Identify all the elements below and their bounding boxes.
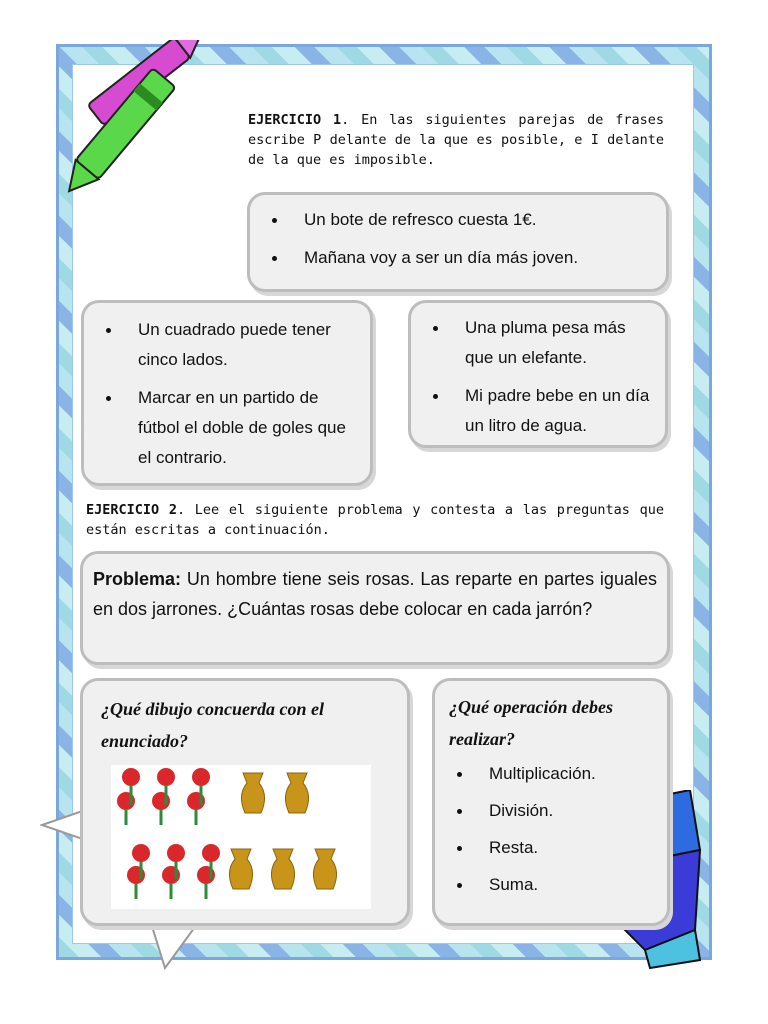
list-item: Mañana voy a ser un día más joven. (264, 243, 652, 273)
exercise2-text: Lee el siguiente problema y contesta a las preguntas que están escritas a continuación. (86, 502, 664, 538)
exercise1-label: EJERCICIO 1 (248, 112, 342, 128)
problem-box (80, 551, 670, 665)
list-item: Suma. (449, 870, 653, 900)
drawing-question: ¿Qué dibujo concuerda con el enunciado? (101, 699, 324, 751)
exercise1-text: En las siguientes parejas de frases escribe P delante de la que es posible, e I delante de la que es imposible. (248, 112, 664, 168)
crayons-icon (40, 40, 230, 210)
problem-label: Problema: (93, 569, 182, 589)
exercise2-label: EJERCICIO 2 (86, 502, 177, 518)
list-item: Marcar en un partido de fútbol el doble de goles que el contrario. (98, 383, 356, 473)
list-item: Un bote de refresco cuesta 1€. (264, 205, 652, 235)
problem-text: Un hombre tiene seis rosas. Las reparte en partes iguales en dos jarrones. ¿Cuántas rosas debe colocar en cada jarrón? (93, 569, 657, 619)
list-item: Una pluma pesa más que un elefante. (425, 313, 651, 373)
list-item: Multiplicación. (449, 759, 653, 789)
exercise2-instructions: EJERCICIO 2. Lee el siguiente problema y contesta a las preguntas que están escritas a continuación. (86, 502, 664, 538)
statements-box-1 (247, 192, 669, 292)
drawing-question-box (80, 678, 410, 926)
list-item: Mi padre bebe en un día un litro de agua. (425, 381, 651, 441)
bubble-tail-bottom-icon (145, 920, 205, 970)
exercise1-instructions: EJERCICIO 1. En las siguientes parejas de frases escribe P delante de la que es posible, e I delante de la que es imposible. (248, 112, 664, 168)
statements-box-3 (408, 300, 668, 448)
statements-box-2 (81, 300, 373, 486)
roses-vases-image (111, 765, 371, 909)
operation-question-box (432, 678, 670, 926)
list-item: Un cuadrado puede tener cinco lados. (98, 315, 356, 375)
operation-question: ¿Qué operación debes realizar? (449, 697, 613, 749)
list-item: División. (449, 796, 653, 826)
list-item: Resta. (449, 833, 653, 863)
